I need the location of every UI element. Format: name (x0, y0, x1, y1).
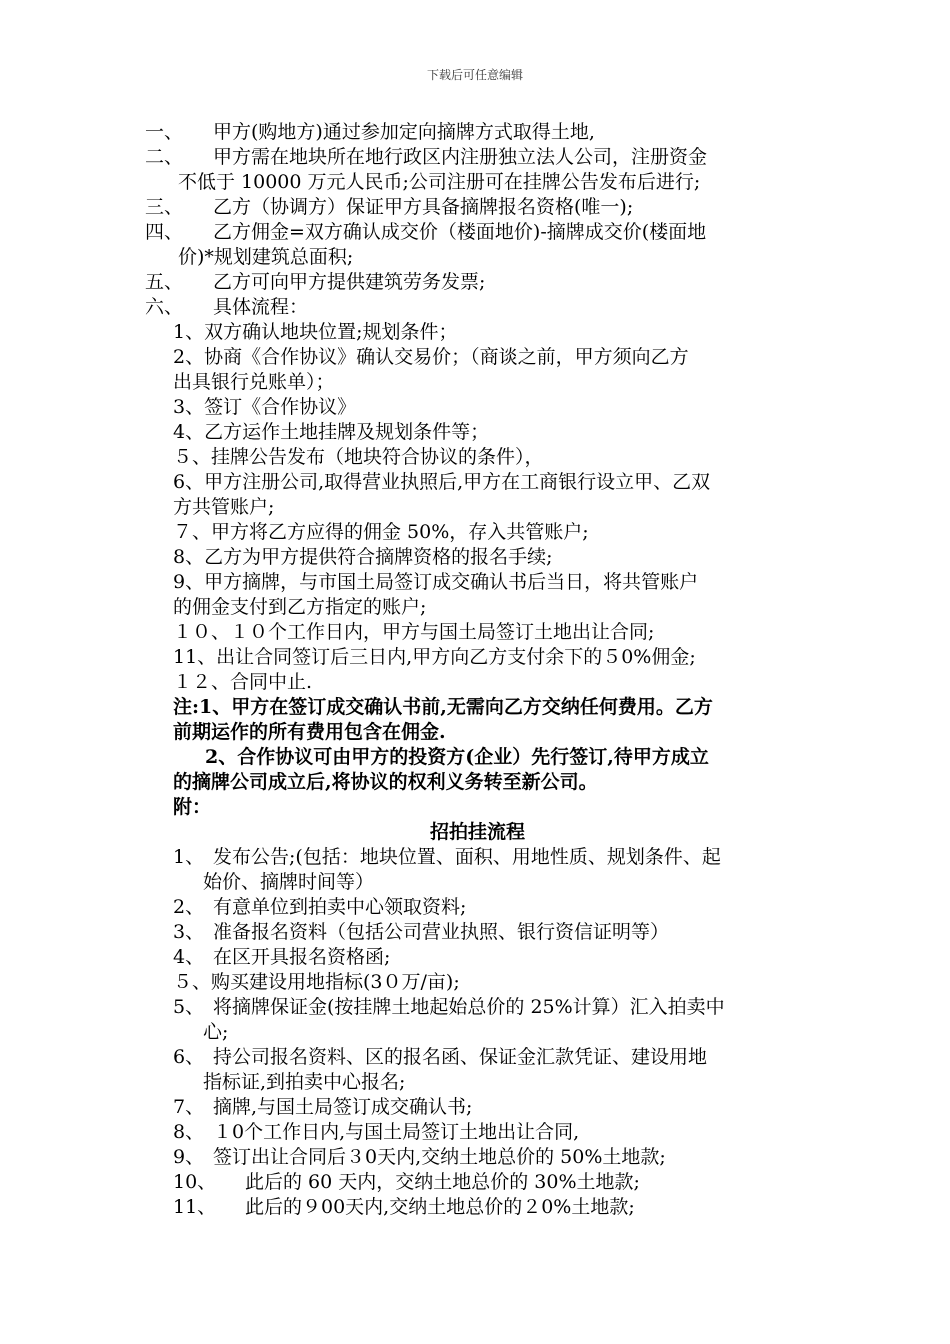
section-4-cont: 价)*规划建筑总面积; (178, 246, 354, 268)
process-item: 11、 此后的９00天内,交纳土地总价的２0%土地款; (173, 1196, 635, 1218)
step-line: 出具银行兑账单）； (173, 371, 335, 393)
page-header: 下载后可任意编辑 (426, 68, 523, 82)
step-line: ７、甲方将乙方应得的佣金 50%，存入共管账户; (173, 521, 589, 543)
section-3: 三、 乙方（协调方）保证甲方具备摘牌报名资格(唯一); (145, 196, 634, 218)
section-1: 一、 甲方(购地方)通过参加定向摘牌方式取得土地, (145, 121, 595, 143)
process-item-cont: 心; (203, 1021, 229, 1043)
process-item: 10、 此后的 60 天内，交纳土地总价的 30%土地款; (173, 1171, 640, 1193)
note-line: 前期运作的所有费用包含在佣金. (173, 721, 446, 743)
step-line: 1、双方确认地块位置;规划条件； (173, 321, 458, 343)
process-item: ５、购买建设用地指标(3０万/亩); (173, 971, 460, 993)
section-4: 四、 乙方佣金=双方确认成交价（楼面地价)-摘牌成交价(楼面地 (145, 221, 707, 243)
process-item: 3、 准备报名资料（包括公司营业执照、银行资信证明等） (173, 921, 670, 943)
process-item: 5、 将摘牌保证金(按挂牌土地起始总价的 25%计算）汇入拍卖中 (173, 996, 725, 1018)
section-2-cont: 不低于 10000 万元人民币;公司注册可在挂牌公告发布后进行; (178, 171, 701, 193)
step-line: 4、乙方运作土地挂牌及规划条件等； (173, 421, 490, 443)
process-title: 招拍挂流程 (429, 821, 525, 843)
appendix-label: 附： (173, 796, 212, 818)
step-line: 的佣金支付到乙方指定的账户; (173, 596, 427, 618)
process-item-cont: 始价、摘牌时间等） (203, 871, 375, 893)
process-item: 4、 在区开具报名资格函; (173, 946, 391, 968)
step-line: １２、合同中止. (173, 671, 313, 693)
step-line: 2、协商《合作协议》确认交易价；（商谈之前，甲方须向乙方 (173, 346, 689, 368)
step-line: 3、签订《合作协议》 (173, 396, 357, 418)
note-line: 2、合作协议可由甲方的投资方(企业）先行签订,待甲方成立 (205, 746, 709, 768)
section-2: 二、 甲方需在地块所在地行政区内注册独立法人公司，注册资金 (145, 146, 708, 168)
process-item: 6、 持公司报名资料、区的报名函、保证金汇款凭证、建设用地 (173, 1046, 708, 1068)
process-item: 1、 发布公告;(包括：地块位置、面积、用地性质、规划条件、起 (173, 846, 721, 868)
process-item: 2、 有意单位到拍卖中心领取资料; (173, 896, 467, 918)
step-line: 6、甲方注册公司,取得营业执照后,甲方在工商银行设立甲、乙双 (173, 471, 711, 493)
step-line: 9、甲方摘牌，与市国土局签订成交确认书后当日，将共管账户 (173, 571, 699, 593)
process-item: 8、 １0个工作日内,与国土局签订土地出让合同, (173, 1121, 580, 1143)
section-5: 五、 乙方可向甲方提供建筑劳务发票; (145, 271, 486, 293)
step-line: 11、出让合同签订后三日内,甲方向乙方支付余下的５0%佣金; (173, 646, 696, 668)
step-line: 8、乙方为甲方提供符合摘牌资格的报名手续; (173, 546, 553, 568)
step-line: 方共管账户; (173, 496, 275, 518)
document-body (145, 120, 810, 1220)
step-line: ５、挂牌公告发布（地块符合协议的条件）， (173, 446, 544, 468)
process-item: 9、 签订出让合同后３0天内,交纳土地总价的 50%土地款; (173, 1146, 666, 1168)
note-line: 的摘牌公司成立后,将协议的权利义务转至新公司。 (173, 771, 598, 793)
process-item: 7、 摘牌,与国土局签订成交确认书; (173, 1096, 473, 1118)
step-line: １０、１０个工作日内，甲方与国土局签订土地出让合同; (173, 621, 655, 643)
section-6: 六、 具体流程： (145, 296, 309, 318)
note-line: 注:1、甲方在签订成交确认书前,无需向乙方交纳任何费用。乙方 (173, 696, 713, 718)
process-item-cont: 指标证,到拍卖中心报名; (203, 1071, 406, 1093)
